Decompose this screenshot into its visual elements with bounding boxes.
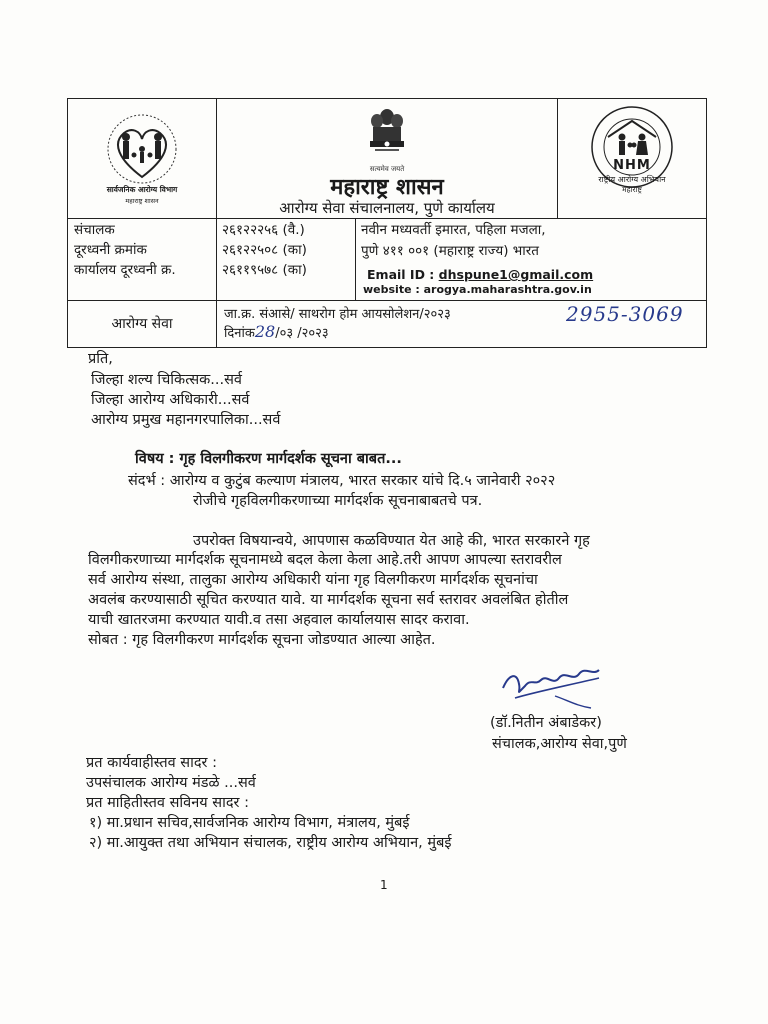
reference-cell: [216, 300, 706, 347]
emblem-caption: सत्यमेव जयते: [369, 165, 405, 173]
page-number: 1: [380, 878, 388, 892]
copy-info-heading: प्रत माहितीस्तव सविनय सादर :: [86, 795, 249, 811]
recipient-line: आरोग्य प्रमुख महानगरपालिका...सर्व: [91, 412, 281, 428]
address-line: नवीन मध्यवर्ती इमारत, पहिला मजला,: [361, 222, 546, 238]
body-line: याची खातरजमा करण्यात यावी.व तसा अहवाल कार्यालयास सादर करावा.: [88, 612, 470, 628]
email-label: Email ID :: [367, 267, 435, 282]
copy-action-heading: प्रत कार्यवाहीस्तव सादर :: [86, 755, 217, 771]
contact-label: संचालक: [74, 222, 115, 238]
phone-numbers-column: [216, 218, 356, 300]
date-rest: /०३ /२०२३: [275, 326, 329, 341]
left-logo-caption-bottom: महाराष्ट्र शासन: [125, 197, 159, 205]
reference-line: रोजीचे गृहविलगीकरणाच्या मार्गदर्शक सूचनाबाबतचे पत्र.: [193, 493, 483, 509]
letterhead-contact-row: [68, 218, 706, 301]
phone-number: २६११९५७८ (का): [222, 262, 307, 278]
contact-labels-column: [68, 218, 217, 300]
letterhead-table: [67, 98, 707, 348]
subject-line: विषय : गृह विलगीकरण मार्गदर्शक सूचना बाबत...: [135, 451, 402, 467]
nhm-caption-2: महाराष्ट्र: [622, 185, 642, 194]
copy-action-recipient: उपसंचालक आरोग्य मंडळे ...सर्व: [86, 775, 256, 791]
reference-date: [224, 322, 329, 341]
website-line[interactable]: website : arogya.maharashtra.gov.in: [363, 283, 592, 296]
ashoka-emblem-icon: [365, 105, 409, 167]
department-title: आरोग्य सेवा संचालनालय, पुणे कार्यालय: [279, 199, 495, 217]
left-logo-caption-top: सार्वजनिक आरोग्य विभाग: [106, 185, 178, 194]
government-title: महाराष्ट्र शासन: [330, 175, 444, 200]
reference-number: जा.क्र. संआसे/ साथरोग होम आयसोलेशन/२०२३: [224, 307, 451, 322]
body-line: उपरोक्त विषयान्वये, आपणास कळविण्यात येत आहे की, भारत सरकारने गृह: [193, 533, 590, 549]
public-health-department-logo: [68, 99, 217, 218]
letterhead-reference-row: [68, 300, 706, 347]
copy-info-item: १) मा.प्रधान सचिव,सार्वजनिक आरोग्य विभाग, मंत्रालय, मुंबई: [89, 815, 410, 831]
nhm-short-label: NHM: [613, 158, 651, 173]
nhm-logo: [557, 99, 706, 218]
recipient-line: जिल्हा शल्य चिकित्सक...सर्व: [91, 372, 242, 388]
email-line: [367, 267, 593, 282]
copy-info-item: २) मा.आयुक्त तथा अभियान संचालक, राष्ट्रीय आरोग्य अभियान, मुंबई: [89, 835, 452, 851]
phone-number: २६१२२५०८ (का): [222, 242, 307, 258]
address-column: [355, 218, 706, 300]
body-line: विलगीकरणाच्या मार्गदर्शक सूचनामध्ये बदल केला केला आहे.तरी आपण आपल्या स्तरावरील: [88, 552, 562, 568]
recipient-salutation: प्रति,: [88, 351, 113, 367]
recipient-line: जिल्हा आरोग्य अधिकारी...सर्व: [91, 392, 250, 408]
handwritten-date-day: 28: [254, 322, 276, 341]
attachment-line: सोबत : गृह विलगीकरण मार्गदर्शक सूचना जोडण्यात आल्या आहेत.: [88, 632, 436, 648]
service-cell: [68, 300, 217, 347]
letterhead-header-row: [68, 99, 706, 219]
contact-label: दूरध्वनी क्रमांक: [74, 242, 147, 258]
nhm-caption-1: राष्ट्रीय आरोग्य अभियान: [598, 175, 666, 184]
signatory-name: (डॉ.नितीन अंबाडेकर): [490, 715, 602, 731]
body-line: अवलंब करण्यासाठी सूचित करण्यात यावे. या मार्गदर्शक सूचना सर्व स्तरावर अवलंबित होतील: [88, 592, 569, 608]
letterhead-title-block: [216, 99, 558, 218]
date-label: दिनांक: [224, 326, 255, 341]
service-label: आरोग्य सेवा: [111, 316, 173, 332]
signatory-designation: संचालक,आरोग्य सेवा,पुणे: [492, 736, 627, 752]
handwritten-signature: [495, 656, 605, 710]
handwritten-ref-number: 2955-3069: [566, 302, 684, 326]
reference-line: संदर्भ : आरोग्य व कुटुंब कल्याण मंत्रालय, भारत सरकार यांचे दि.५ जानेवारी २०२२: [128, 473, 556, 489]
contact-label: कार्यालय दूरध्वनी क्र.: [74, 262, 176, 278]
address-line: पुणे ४११ ००१ (महाराष्ट्र राज्य) भारत: [361, 243, 539, 259]
body-line: सर्व आरोग्य संस्था, तालुका आरोग्य अधिकारी यांना गृह विलगीकरण मार्गदर्शक सूचनांचा: [88, 572, 538, 588]
phone-number: २६१२२२५६ (वै.): [222, 222, 305, 238]
email-link[interactable]: dhspune1@gmail.com: [438, 267, 594, 282]
